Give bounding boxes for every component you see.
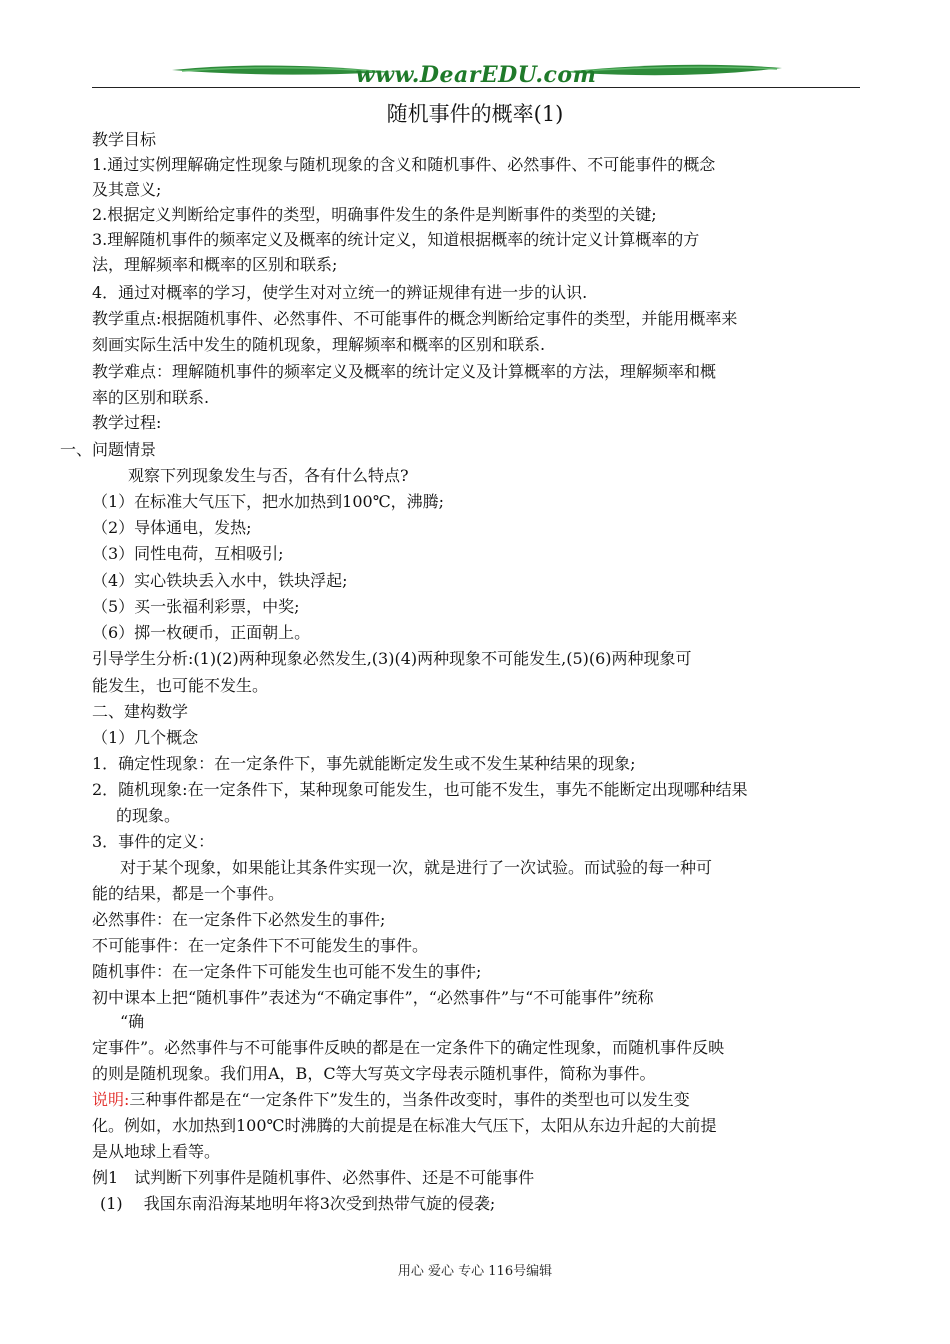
text-line: 的则是随机现象。我们用A，B，C等大写英文字母表示随机事件，简称为事件。 xyxy=(92,1064,656,1083)
text-line: 必然事件：在一定条件下必然发生的事件; xyxy=(92,910,386,929)
page-footer: 用心 爱心 专心 116号编辑 xyxy=(397,1264,553,1279)
text-line: 刻画实际生活中发生的随机现象，理解频率和概率的区别和联系. xyxy=(92,335,546,354)
text-line: 化。例如，水加热到100℃时沸腾的大前提是在标准大气压下，太阳从东边升起的大前提 xyxy=(92,1116,717,1135)
note-label: 说明: xyxy=(92,1090,130,1109)
text-line: 2．随机现象:在一定条件下，某种现象可能发生，也可能不发生，事先不能断定出现哪种结果 xyxy=(92,780,748,799)
list-item: （1）在标准大气压下，把水加热到100℃，沸腾; xyxy=(92,492,445,511)
text-line: 3．事件的定义： xyxy=(92,832,215,851)
list-item: （5）买一张福利彩票，中奖; xyxy=(92,597,300,616)
document-title: 随机事件的概率(1) xyxy=(386,102,564,126)
list-item: （6）掷一枚硬币，正面朝上。 xyxy=(92,623,311,642)
text-line: 4．通过对概率的学习，使学生对对立统一的辨证规律有进一步的认识. xyxy=(92,283,588,302)
section-heading: 一、问题情景 xyxy=(60,440,157,459)
example-heading: 例1 试判断下列事件是随机事件、必然事件、还是不可能事件 xyxy=(92,1168,535,1187)
text-line: 能发生，也可能不发生。 xyxy=(92,676,269,695)
text-line: 法，理解频率和概率的区别和联系; xyxy=(92,255,338,274)
section-heading: 教学过程: xyxy=(92,413,162,432)
text-line: 1．确定性现象：在一定条件下，事先就能断定发生或不发生某种结果的现象; xyxy=(92,754,636,773)
section-heading: 二、建构数学 xyxy=(92,702,189,721)
text-line: 3.理解随机事件的频率定义及概率的统计定义，知道根据概率的统计定义计算概率的方 xyxy=(92,230,700,249)
text-line: 及其意义; xyxy=(92,180,162,199)
section-heading: 教学目标 xyxy=(92,130,157,149)
text-line: 定事件”。必然事件与不可能事件反映的都是在一定条件下的确定性现象，而随机事件反映 xyxy=(92,1038,725,1057)
text-line: “确 xyxy=(120,1012,145,1031)
text-line: 不可能事件：在一定条件下不可能发生的事件。 xyxy=(92,936,429,955)
text-line: 1.通过实例理解确定性现象与随机现象的含义和随机事件、必然事件、不可能事件的概念 xyxy=(92,155,716,174)
text-line: 初中课本上把“随机事件”表述为“不确定事件”，“必然事件”与“不可能事件”统称 xyxy=(92,988,654,1007)
text-line: 观察下列现象发生与否，各有什么特点? xyxy=(128,466,409,485)
text-line: 教学重点:根据随机事件、必然事件、不可能事件的概念判断给定事件的类型，并能用概率来 xyxy=(92,309,738,328)
header-divider xyxy=(92,87,860,88)
list-item: （2）导体通电，发热; xyxy=(92,518,252,537)
site-url: www.DearEDU.com xyxy=(355,62,597,88)
note-line xyxy=(92,1090,690,1112)
list-item: （3）同性电荷，互相吸引; xyxy=(92,544,284,563)
text-line: 率的区别和联系. xyxy=(92,388,210,407)
text-line: 能的结果，都是一个事件。 xyxy=(92,884,285,903)
note-text: 三种事件都是在“一定条件下”发生的，当条件改变时，事件的类型也可以发生变 xyxy=(129,1090,690,1109)
list-item: （4）实心铁块丢入水中，铁块浮起; xyxy=(92,571,348,590)
text-line: 2.根据定义判断给定事件的类型，明确事件发生的条件是判断事件的类型的关键; xyxy=(92,205,657,224)
text-line: 引导学生分析:(1)(2)两种现象必然发生,(3)(4)两种现象不可能发生,(5)(6)两种现象可 xyxy=(92,649,692,668)
text-line: 的现象。 xyxy=(116,806,181,825)
text-line: 教学难点：理解随机事件的频率定义及概率的统计定义及计算概率的方法，理解频率和概 xyxy=(92,362,717,381)
sub-heading: （1）几个概念 xyxy=(92,728,199,747)
list-item: (1) 我国东南沿海某地明年将3次受到热带气旋的侵袭; xyxy=(100,1194,496,1213)
site-header xyxy=(92,56,860,96)
text-line: 对于某个现象，如果能让其条件实现一次，就是进行了一次试验。而试验的每一种可 xyxy=(120,858,713,877)
text-line: 是从地球上看等。 xyxy=(92,1142,221,1161)
text-line: 随机事件：在一定条件下可能发生也可能不发生的事件; xyxy=(92,962,482,981)
